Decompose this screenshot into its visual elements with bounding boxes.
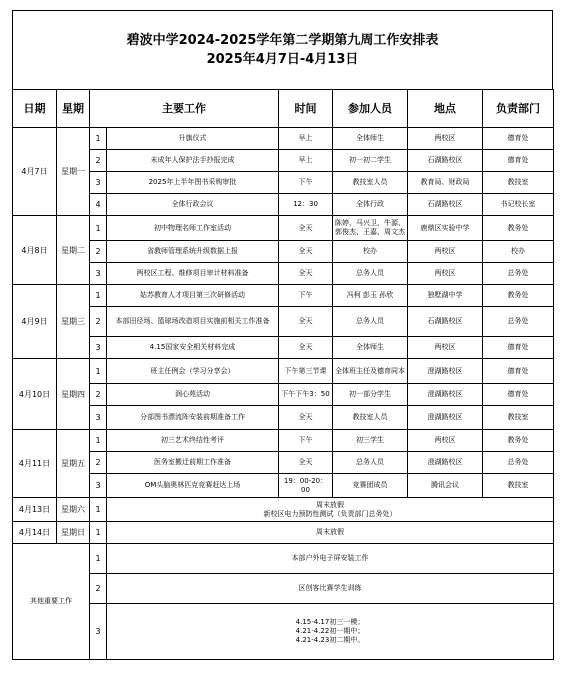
table-body <box>13 128 554 660</box>
other-work-cell: 区创客比赛学生训练 <box>107 574 554 604</box>
task-cell: 2025年上半年图书采购审批 <box>107 172 279 194</box>
header-weekday: 星期 <box>57 90 90 128</box>
participants-cell: 初一初二学生 <box>333 150 408 172</box>
item-number: 3 <box>90 474 107 498</box>
task-cell: OM头脑奥林匹克竞赛赶达上场 <box>107 474 279 498</box>
weekday-cell: 星期六 <box>57 498 90 522</box>
date-cell: 4月13日 <box>13 498 57 522</box>
date-cell: 4月8日 <box>13 216 57 285</box>
participants-cell: 全体师生 <box>333 337 408 359</box>
owner-cell: 德育处 <box>483 359 554 384</box>
other-work-row <box>13 544 554 574</box>
time-cell: 全天 <box>279 263 333 285</box>
location-cell: 两校区 <box>408 263 483 285</box>
header-time: 时间 <box>279 90 333 128</box>
other-work-row <box>13 604 554 660</box>
table-row <box>13 194 554 216</box>
time-cell: 全天 <box>279 337 333 359</box>
owner-cell: 教技室 <box>483 406 554 430</box>
location-cell: 石湖路校区 <box>408 307 483 337</box>
time-cell: 下午下午3：50 <box>279 384 333 406</box>
participants-cell: 校办 <box>333 241 408 263</box>
item-number: 2 <box>90 452 107 474</box>
task-cell: 姑苏教育人才项目第三次研修活动 <box>107 285 279 307</box>
table-row <box>13 474 554 498</box>
participants-cell: 全体师生 <box>333 128 408 150</box>
task-cell: 润心苑活动 <box>107 384 279 406</box>
date-cell: 4月7日 <box>13 128 57 216</box>
owner-cell: 校办 <box>483 241 554 263</box>
participants-cell: 全体班主任及德育同本 <box>333 359 408 384</box>
item-number: 1 <box>90 128 107 150</box>
table-row <box>13 241 554 263</box>
table-row <box>13 498 554 522</box>
item-number: 3 <box>90 604 107 660</box>
owner-cell: 德育处 <box>483 150 554 172</box>
task-cell: 分部图书漂流阵安装前期准备工作 <box>107 406 279 430</box>
table-row <box>13 128 554 150</box>
time-cell: 12：30 <box>279 194 333 216</box>
table-row <box>13 172 554 194</box>
owner-cell: 德育处 <box>483 384 554 406</box>
location-cell: 两校区 <box>408 430 483 452</box>
weekday-cell: 星期二 <box>57 216 90 285</box>
owner-cell: 书记校长室 <box>483 194 554 216</box>
location-cell: 两校区 <box>408 128 483 150</box>
item-number: 2 <box>90 241 107 263</box>
location-cell: 石湖路校区 <box>408 150 483 172</box>
location-cell: 鹿鼎区实验中学 <box>408 216 483 241</box>
location-cell: 腾讯会议 <box>408 474 483 498</box>
task-cell: 4.15国家安全相关材料完成 <box>107 337 279 359</box>
owner-cell: 总务处 <box>483 452 554 474</box>
time-cell: 全天 <box>279 307 333 337</box>
task-cell: 未成年人保护法手抄报完成 <box>107 150 279 172</box>
owner-cell: 教务处 <box>483 285 554 307</box>
location-cell: 两校区 <box>408 241 483 263</box>
weekday-cell: 星期日 <box>57 522 90 544</box>
task-cell: 班主任例会（学习分享会） <box>107 359 279 384</box>
participants-cell: 教技室人员 <box>333 406 408 430</box>
time-cell: 19：00-20：00 <box>279 474 333 498</box>
task-cell: 全体行政会议 <box>107 194 279 216</box>
table-row <box>13 406 554 430</box>
item-number: 1 <box>90 285 107 307</box>
header-task: 主要工作 <box>90 90 279 128</box>
task-cell: 初中物理名师工作室活动 <box>107 216 279 241</box>
table-row <box>13 430 554 452</box>
time-cell: 下午 <box>279 285 333 307</box>
owner-cell: 教务处 <box>483 216 554 241</box>
participants-cell: 初三学生 <box>333 430 408 452</box>
participants-cell: 竞赛团成员 <box>333 474 408 498</box>
schedule-table <box>12 89 554 660</box>
location-cell: 澄湖路校区 <box>408 452 483 474</box>
header-participants: 参加人员 <box>333 90 408 128</box>
item-number: 2 <box>90 150 107 172</box>
location-cell: 澄湖路校区 <box>408 384 483 406</box>
participants-cell: 初一部分学生 <box>333 384 408 406</box>
time-cell: 全天 <box>279 216 333 241</box>
task-cell: 升旗仪式 <box>107 128 279 150</box>
table-row <box>13 452 554 474</box>
item-number: 1 <box>90 544 107 574</box>
time-cell: 全天 <box>279 452 333 474</box>
participants-cell: 冯柯 彭玉 孙欣 <box>333 285 408 307</box>
location-cell: 澄湖路校区 <box>408 406 483 430</box>
date-cell: 4月11日 <box>13 430 57 498</box>
time-cell: 早上 <box>279 150 333 172</box>
task-cell: 省教师管理系统升级数据上报 <box>107 241 279 263</box>
item-number: 1 <box>90 216 107 241</box>
participants-cell: 陈婷、马兴卫、牛源、郭俊杰、王嘉、周文杰 <box>333 216 408 241</box>
owner-cell: 教技室 <box>483 474 554 498</box>
table-row <box>13 359 554 384</box>
weekday-cell: 星期一 <box>57 128 90 216</box>
owner-cell: 德育处 <box>483 337 554 359</box>
header-date: 日期 <box>13 90 57 128</box>
header-location: 地点 <box>408 90 483 128</box>
task-cell: 初三艺术终结性考评 <box>107 430 279 452</box>
owner-cell: 总务处 <box>483 307 554 337</box>
table-header-row <box>13 90 554 128</box>
merged-note-cell: 周末放假 新校区电力预防性测试（负责部门总务处） <box>107 498 554 522</box>
item-number: 3 <box>90 337 107 359</box>
owner-cell: 教务处 <box>483 430 554 452</box>
table-row <box>13 216 554 241</box>
table-row <box>13 263 554 285</box>
other-work-label: 其他重要工作 <box>13 544 90 660</box>
owner-cell: 总务处 <box>483 263 554 285</box>
item-number: 2 <box>90 574 107 604</box>
table-row <box>13 522 554 544</box>
time-cell: 全天 <box>279 406 333 430</box>
weekday-cell: 星期五 <box>57 430 90 498</box>
location-cell: 石湖路校区 <box>408 194 483 216</box>
location-cell: 两校区 <box>408 337 483 359</box>
date-cell: 4月14日 <box>13 522 57 544</box>
participants-cell: 教技室人员 <box>333 172 408 194</box>
table-row <box>13 285 554 307</box>
item-number: 2 <box>90 384 107 406</box>
table-row <box>13 150 554 172</box>
item-number: 2 <box>90 307 107 337</box>
date-cell: 4月9日 <box>13 285 57 359</box>
task-cell: 两校区工程、维修项目审计材料准备 <box>107 263 279 285</box>
item-number: 1 <box>90 498 107 522</box>
weekday-cell: 星期四 <box>57 359 90 430</box>
date-cell: 4月10日 <box>13 359 57 430</box>
table-row <box>13 384 554 406</box>
item-number: 3 <box>90 406 107 430</box>
task-cell: 医务室搬迁前期工作准备 <box>107 452 279 474</box>
participants-cell: 总务人员 <box>333 263 408 285</box>
time-cell: 下午第三节课 <box>279 359 333 384</box>
time-cell: 下午 <box>279 430 333 452</box>
title-block <box>12 10 553 89</box>
item-number: 1 <box>90 359 107 384</box>
item-number: 1 <box>90 430 107 452</box>
merged-note-cell: 周末放假 <box>107 522 554 544</box>
other-work-cell: 4.15-4.17初三一模； 4.21-4.22初一期中； 4.21-4.23初二期中。 <box>107 604 554 660</box>
other-work-cell: 本部户外电子屏安装工作 <box>107 544 554 574</box>
owner-cell: 德育处 <box>483 128 554 150</box>
schedule-title: 碧波中学2024-2025学年第二学期第九周工作安排表 <box>126 33 439 48</box>
time-cell: 下午 <box>279 172 333 194</box>
schedule-sheet <box>12 10 553 660</box>
item-number: 1 <box>90 522 107 544</box>
item-number: 3 <box>90 172 107 194</box>
table-row <box>13 337 554 359</box>
owner-cell: 教技室 <box>483 172 554 194</box>
participants-cell: 全体行政 <box>333 194 408 216</box>
location-cell: 独墅湖中学 <box>408 285 483 307</box>
location-cell: 教育局、财政局 <box>408 172 483 194</box>
weekday-cell: 星期三 <box>57 285 90 359</box>
time-cell: 早上 <box>279 128 333 150</box>
location-cell: 澄湖路校区 <box>408 359 483 384</box>
participants-cell: 总务人员 <box>333 452 408 474</box>
item-number: 3 <box>90 263 107 285</box>
schedule-date-range: 2025年4月7日-4月13日 <box>206 52 359 67</box>
task-cell: 本部田径场、篮球场改造项目实施前相关工作准备 <box>107 307 279 337</box>
other-work-row <box>13 574 554 604</box>
table-row <box>13 307 554 337</box>
item-number: 4 <box>90 194 107 216</box>
time-cell: 全天 <box>279 241 333 263</box>
participants-cell: 总务人员 <box>333 307 408 337</box>
header-owner: 负责部门 <box>483 90 554 128</box>
